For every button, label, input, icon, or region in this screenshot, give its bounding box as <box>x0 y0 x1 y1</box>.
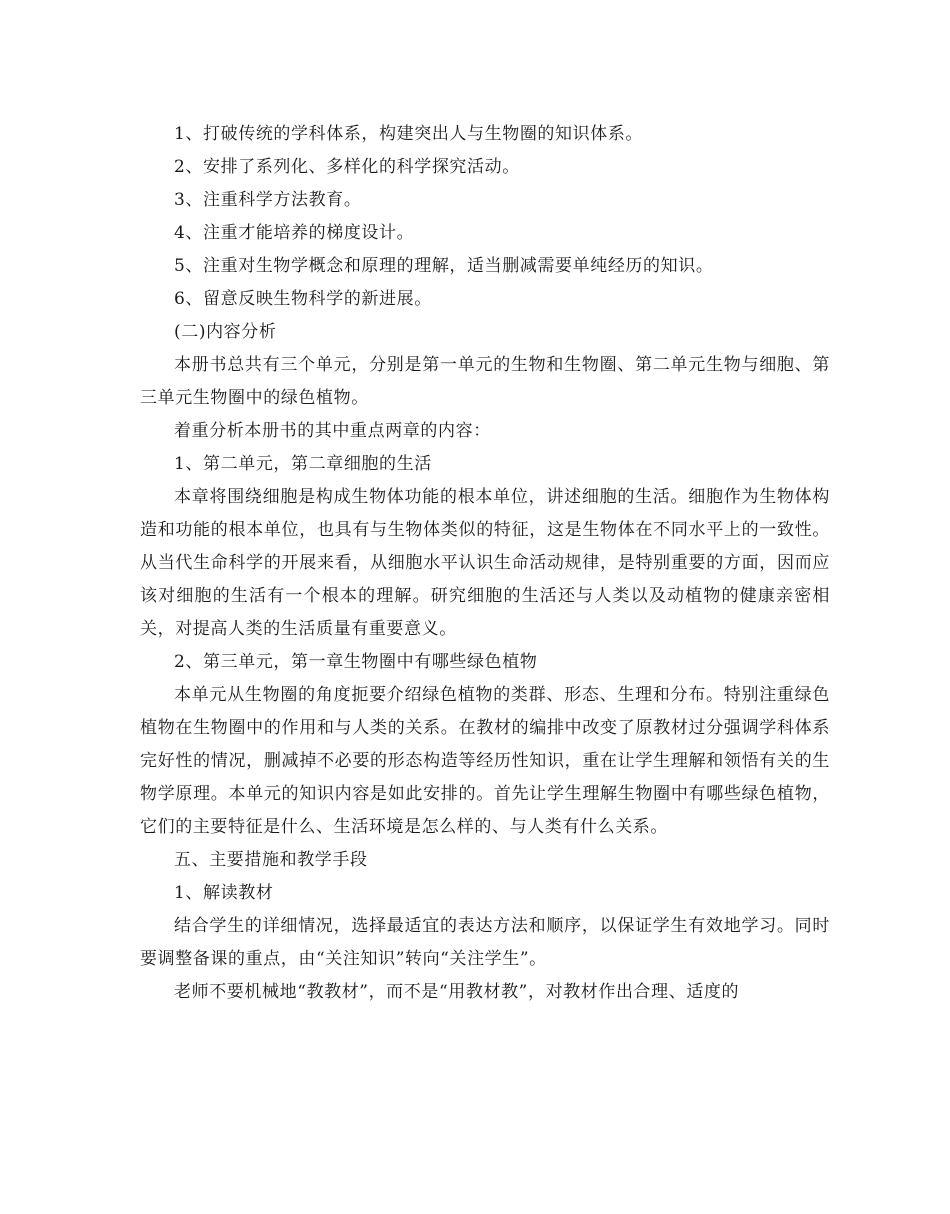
subheading-unit2-chapter2: 1、第二单元，第二章细胞的生活 <box>174 454 432 474</box>
paragraph-key-chapters-intro: 着重分析本册书的其中重点两章的内容： <box>174 421 491 441</box>
list-item-2: 2、安排了系列化、多样化的科学探究活动。 <box>174 157 520 177</box>
subheading-unit3-chapter1: 2、第三单元，第一章生物圈中有哪些绿色植物 <box>174 652 538 672</box>
list-item-3: 3、注重科学方法教育。 <box>174 190 362 210</box>
list-item-5: 5、注重对生物学概念和原理的理解，适当删减需要单纯经历的知识。 <box>174 256 714 276</box>
paragraph-units-overview: 本册书总共有三个单元，分别是第一单元的生物和生物圈、第二单元生物与细胞、第三单元生物圈中的绿色植物。 <box>140 355 830 408</box>
document-body <box>140 118 830 1009</box>
paragraph-teacher-approach: 老师不要机械地“教教材”，而不是“用教材教”，对教材作出合理、适度的 <box>174 982 740 1002</box>
section-heading-measures: 五、主要措施和教学手段 <box>174 850 368 870</box>
list-item-1: 1、打破传统的学科体系，构建突出人与生物圈的知识体系。 <box>174 124 644 144</box>
paragraph-student-situation: 结合学生的详细情况，选择最适宜的表达方法和顺序，以保证学生有效地学习。同时要调整备课的重点，由“关注知识”转向“关注学生”。 <box>140 916 830 969</box>
section-heading-content-analysis: (二)内容分析 <box>174 322 277 342</box>
paragraph-cell-life: 本章将围绕细胞是构成生物体功能的根本单位，讲述细胞的生活。细胞作为生物体构造和功能的根本单位，也具有与生物体类似的特征，这是生物体在不同水平上的一致性。从当代生命科学的开展来看，从细胞水平认识生命活动规律，是特别重要的方面，因而应该对细胞的生活有一个根本的理解。研究细胞的生活还与人类以及动植物的健康亲密相关，对提高人类的生活质量有重要意义。 <box>140 487 830 639</box>
list-item-4: 4、注重才能培养的梯度设计。 <box>174 223 415 243</box>
list-item-6: 6、留意反映生物科学的新进展。 <box>174 289 432 309</box>
subheading-interpret-textbook: 1、解读教材 <box>174 883 274 903</box>
paragraph-green-plants: 本单元从生物圈的角度扼要介绍绿色植物的类群、形态、生理和分布。特别注重绿色植物在生物圈中的作用和与人类的关系。在教材的编排中改变了原教材过分强调学科体系完好性的情况，删减掉不必要的形态构造等经历性知识，重在让学生理解和领悟有关的生物学原理。本单元的知识内容是如此安排的。首先让学生理解生物圈中有哪些绿色植物，它们的主要特征是什么、生活环境是怎么样的、与人类有什么关系。 <box>140 685 830 837</box>
